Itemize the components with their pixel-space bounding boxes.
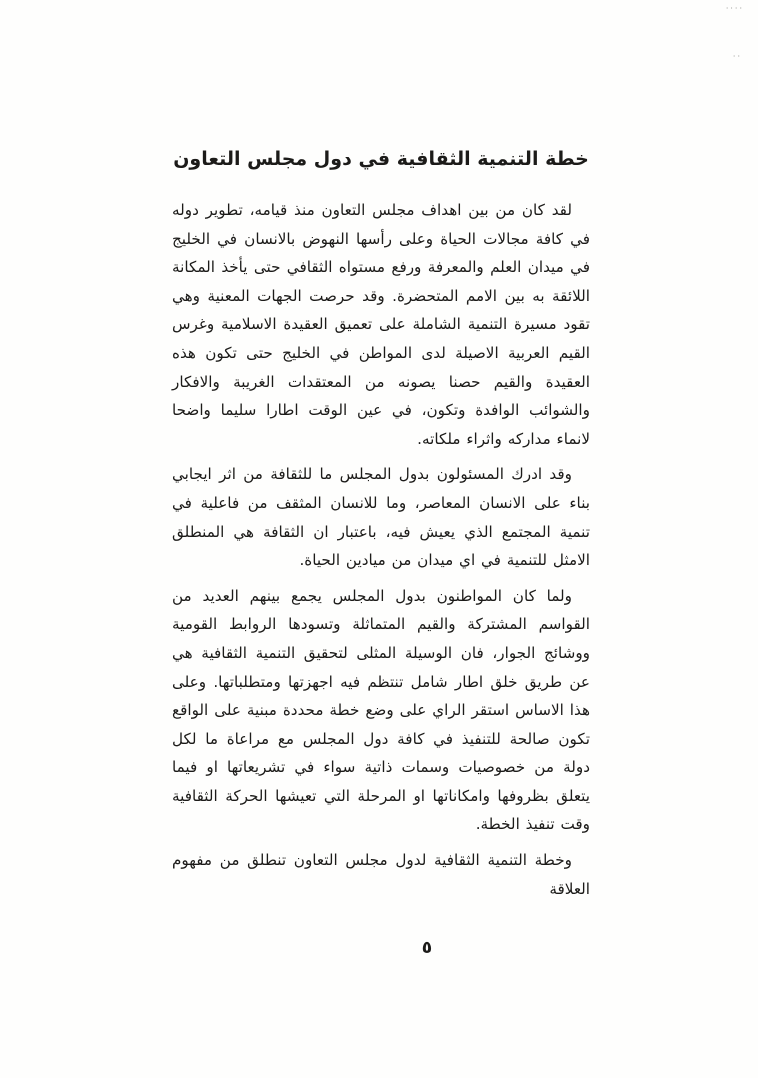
scan-artifact-top-right: ···· — [725, 4, 744, 13]
page-number: ٥ — [421, 938, 433, 958]
text-block — [172, 148, 590, 903]
scan-artifact-side-right: ·· — [732, 52, 742, 61]
page-title: خطة التنمية الثقافية في دول مجلس التعاون — [173, 148, 589, 170]
paragraph: وخطة التنمية الثقافية لدول مجلس التعاون تنطلق من مفهوم العلاقة — [172, 851, 590, 898]
paragraph: لقد كان من بين اهداف مجلس التعاون منذ قيامه، تطوير دوله في كافة مجالات الحياة وعلى رأسها النهوض بالانسان في الخليج في ميدان العلم والمعرفة ورفع مستواه الثقافي حتى يأخذ المكانة اللائقة به بين الامم المتحضرة. وقد حرصت الجهات المعنية وهي تقود مسيرة التنمية الشاملة على تعميق العقيدة الاسلامية وغرس القيم العربية الاصيلة لدى المواطن في الخليج حتى تكون هذه العقيدة والقيم حصنا يصونه من المعتقدات الغريبة والافكار والشوائب الوافدة وتكون، في عين الوقت اطارا سليما واضحا لانماء مداركه واثراء ملكاته. — [172, 201, 590, 448]
paragraph: وقد ادرك المسئولون بدول المجلس ما للثقافة من اثر ايجابي بناء على الانسان المعاصر، وما للانسان المثقف من فاعلية في تنمية المجتمع الذي يعيش فيه، باعتبار ان الثقافة هي المنطلق الامثل للتنمية في اي ميدان من ميادين الحياة. — [172, 465, 590, 570]
body-text — [172, 196, 590, 903]
paragraph: ولما كان المواطنون بدول المجلس يجمع بينهم العديد من القواسم المشتركة والقيم المتماثلة وتسودها الروابط القومية ووشائج الجوار، فان الوسيلة المثلى لتحقيق التنمية الثقافية هي عن طريق خلق اطار شامل تنتظم فيه اجهزتها ومتطلباتها. وعلى هذا الاساس استقر الراي على وضع خطة محددة مبنية على الواقع تكون صالحة للتنفيذ في كافة دول المجلس مع مراعاة ما لكل دولة من خصوصيات وسمات ذاتية سواء في تشريعاتها او فيما يتعلق بظروفها وامكاناتها او المرحلة التي تعيشها الحركة الثقافية وقت تنفيذ الخطة. — [172, 586, 590, 834]
